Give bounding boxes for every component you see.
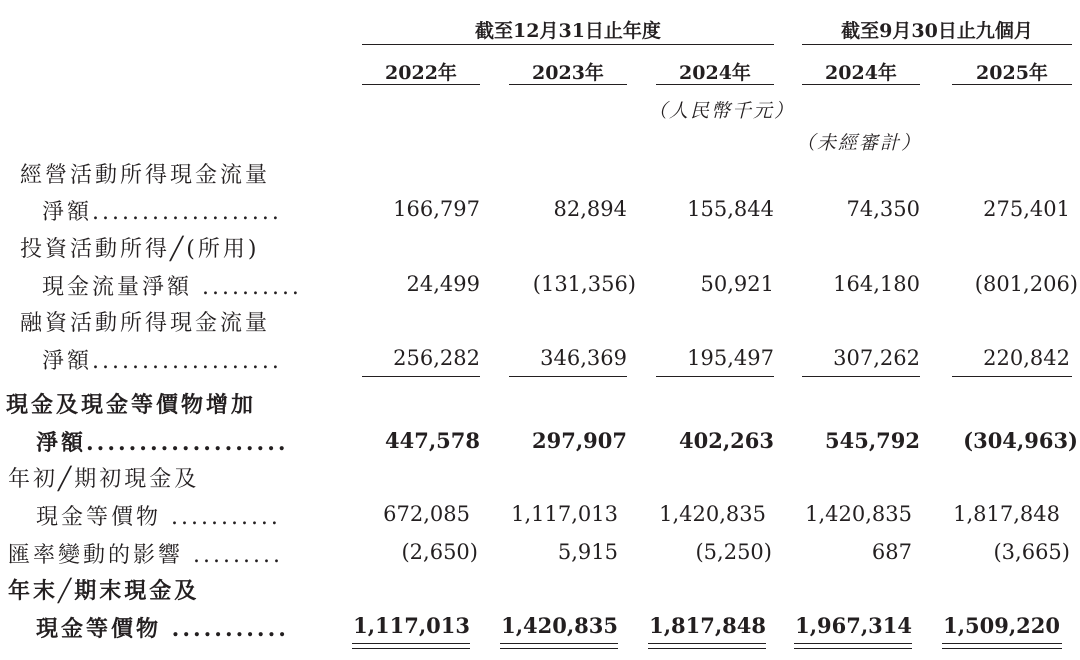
column-header-underline — [656, 84, 774, 85]
row-ending-cash-value-2024-fy: 1,817,848 — [649, 613, 766, 638]
row-investing-value-2024-9m: 164,180 — [833, 272, 920, 296]
row-net-increase-label-line1: 現金及現金等價物增加 — [6, 392, 257, 418]
row-operating-label-line1: 經營活動所得現金流量 — [20, 163, 271, 188]
total-double-rule-bottom — [648, 648, 766, 649]
total-double-rule-bottom — [794, 648, 912, 649]
row-beginning-cash-label-line2: 現金等價物 ........... — [36, 505, 281, 530]
row-operating-value-2025-9m: 275,401 — [983, 197, 1070, 221]
row-fx-effect-value-2023: 5,915 — [557, 540, 618, 564]
total-double-rule-bottom — [352, 648, 470, 649]
total-double-rule-bottom — [942, 648, 1062, 649]
row-operating-value-2024-fy: 155,844 — [687, 197, 774, 221]
row-operating-value-2022: 166,797 — [393, 197, 480, 221]
row-fx-effect-value-2022: (2,650) — [401, 540, 478, 564]
row-net-increase-label-line2: 淨額................... — [36, 430, 289, 456]
row-net-increase-value-2022: 447,578 — [385, 428, 480, 453]
row-financing-label-line2: 淨額................... — [42, 349, 282, 374]
row-investing-value-2023: (131,356) — [532, 272, 636, 296]
row-beginning-cash-value-2022: 672,085 — [383, 502, 470, 526]
total-double-rule-top — [648, 643, 766, 644]
row-ending-cash-label-line1: 年末╱期末現金及 — [8, 578, 200, 604]
row-beginning-cash-value-2024-9m: 1,420,835 — [805, 502, 912, 526]
column-header-2022: 2022年 — [385, 62, 457, 84]
row-net-increase-value-2024-9m: 545,792 — [825, 428, 920, 453]
column-header-underline — [509, 84, 627, 85]
row-beginning-cash-label-line1: 年初╱期初現金及 — [8, 467, 200, 492]
row-beginning-cash-value-2025-9m: 1,817,848 — [953, 502, 1060, 526]
row-fx-effect-label: 匯率變動的影響 ......... — [8, 543, 283, 568]
total-double-rule-top — [942, 643, 1062, 644]
subtotal-rule — [802, 376, 920, 377]
row-ending-cash-value-2022: 1,117,013 — [353, 613, 470, 638]
row-financing-value-2024-9m: 307,262 — [833, 346, 920, 370]
row-investing-label-line1: 投資活動所得╱(所用) — [20, 237, 260, 262]
column-header-underline — [802, 84, 920, 85]
column-header-underline — [952, 84, 1072, 85]
row-ending-cash-label-line2: 現金等價物 ........... — [36, 616, 289, 642]
row-fx-effect-value-2025-9m: (3,665) — [993, 540, 1070, 564]
row-investing-value-2022: 24,499 — [406, 272, 480, 296]
row-beginning-cash-value-2023: 1,117,013 — [511, 502, 618, 526]
column-header-2023: 2023年 — [532, 62, 604, 84]
row-operating-value-2023: 82,894 — [553, 197, 627, 221]
row-ending-cash-value-2023: 1,420,835 — [501, 613, 618, 638]
row-ending-cash-value-2024-9m: 1,967,314 — [795, 613, 912, 638]
subtotal-rule — [952, 376, 1072, 377]
header-group-fiscal-year-underline — [362, 44, 774, 45]
row-net-increase-value-2024-fy: 402,263 — [679, 428, 774, 453]
row-financing-value-2025-9m: 220,842 — [983, 346, 1070, 370]
row-net-increase-value-2023: 297,907 — [532, 428, 627, 453]
total-double-rule-top — [352, 643, 470, 644]
row-investing-label-line2: 現金流量淨額 .......... — [42, 275, 302, 300]
total-double-rule-top — [794, 643, 912, 644]
row-financing-value-2022: 256,282 — [393, 346, 480, 370]
row-ending-cash-value-2025-9m: 1,509,220 — [943, 613, 1060, 638]
column-header-2024-fy: 2024年 — [679, 62, 751, 84]
row-financing-value-2024-fy: 195,497 — [687, 346, 774, 370]
column-header-underline — [362, 84, 480, 85]
row-operating-value-2024-9m: 74,350 — [846, 197, 920, 221]
header-group-fiscal-year: 截至12月31日止年度 — [475, 20, 661, 42]
row-beginning-cash-value-2024-fy: 1,420,835 — [659, 502, 766, 526]
total-double-rule-bottom — [500, 648, 618, 649]
column-header-2025-9m: 2025年 — [976, 62, 1048, 84]
row-investing-value-2025-9m: (801,206) — [974, 272, 1078, 296]
unit-note: （人民幣千元） — [648, 100, 796, 122]
subtotal-rule — [362, 376, 480, 377]
row-investing-value-2024-fy: 50,921 — [700, 272, 774, 296]
unaudited-note: （未經審計） — [796, 132, 923, 154]
row-fx-effect-value-2024-9m: 687 — [871, 540, 912, 564]
row-fx-effect-value-2024-fy: (5,250) — [695, 540, 772, 564]
column-header-2024-9m: 2024年 — [825, 62, 897, 84]
row-financing-value-2023: 346,369 — [540, 346, 627, 370]
header-group-nine-months: 截至9月30日止九個月 — [841, 20, 1033, 42]
row-net-increase-value-2025-9m: (304,963) — [963, 428, 1078, 453]
row-financing-label-line1: 融資活動所得現金流量 — [20, 311, 271, 336]
subtotal-rule — [656, 376, 774, 377]
row-operating-label-line2: 淨額................... — [42, 200, 282, 225]
total-double-rule-top — [500, 643, 618, 644]
header-group-nine-months-underline — [802, 44, 1072, 45]
subtotal-rule — [509, 376, 627, 377]
